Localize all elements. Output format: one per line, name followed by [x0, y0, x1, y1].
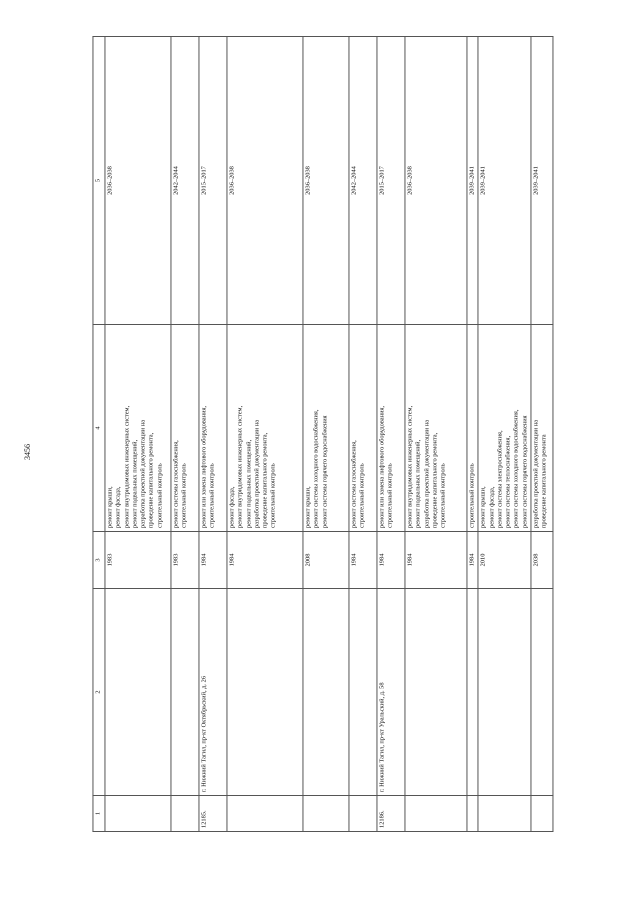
year-cell: 2038 — [531, 532, 553, 589]
column-header: 2 — [93, 589, 105, 796]
works-cell — [349, 325, 377, 532]
table-header-row — [93, 37, 105, 832]
column-header: 3 — [93, 532, 105, 589]
work-item: ремонт внутридомовых инженерных систем, — [236, 405, 244, 528]
period-cell: 2042–2044 — [349, 37, 377, 325]
year-cell: 1984 — [377, 532, 405, 589]
work-item: строительный контроль — [156, 463, 164, 528]
table-row — [171, 37, 199, 832]
works-cell — [199, 325, 227, 532]
period-cell: 2036–2038 — [405, 37, 467, 325]
work-item: проведение капитального ремонта, — [431, 432, 439, 528]
year-cell: 1984 — [467, 532, 478, 589]
work-item: разработка проектной документации на — [139, 419, 147, 528]
year-cell: 1984 — [405, 532, 467, 589]
row-number-cell — [105, 796, 171, 832]
work-item: ремонт системы газоснабжения, — [172, 440, 180, 528]
work-item: проведение капитального ремонта, — [147, 432, 155, 528]
row-number-cell — [405, 796, 467, 832]
table-row — [105, 37, 171, 832]
address-cell: г. Нижний Тагил, пр-кт Октябрьский, д. 26 — [199, 589, 227, 796]
year-cell: 1984 — [349, 532, 377, 589]
work-item: проведение капитального ремонта, — [261, 432, 269, 528]
period-cell: 2036–2038 — [303, 37, 349, 325]
work-item: ремонт системы холодного водоснабжения, — [512, 409, 520, 528]
work-item: ремонт системы горячего водоснабжения — [321, 415, 329, 528]
work-item: ремонт или замена лифтового оборудования, — [378, 405, 386, 528]
period-cell: 2036–2038 — [227, 37, 303, 325]
page-number: 3456 — [23, 444, 32, 460]
row-number-cell — [227, 796, 303, 832]
address-cell — [171, 589, 199, 796]
row-number-cell: 12185. — [199, 796, 227, 832]
work-item: разработка проектной документации на — [253, 419, 261, 528]
work-item: строительный контроль — [180, 463, 188, 528]
period-cell: 2039–2041 — [531, 37, 553, 325]
work-item: строительный контроль — [208, 463, 216, 528]
table-body — [105, 37, 553, 832]
row-number-cell — [531, 796, 553, 832]
works-cell — [105, 325, 171, 532]
work-item: строительный контроль — [468, 463, 476, 528]
work-item: ремонт системы электроснабжения, — [496, 430, 504, 528]
period-cell: 2015–2017 — [199, 37, 227, 325]
table-row — [303, 37, 349, 832]
work-item: ремонт подвальных помещений, — [131, 439, 139, 528]
work-item: разработка проектной документации на — [423, 419, 431, 528]
works-cell — [227, 325, 303, 532]
row-number-cell — [467, 796, 478, 832]
table-row — [227, 37, 303, 832]
work-item: ремонт внутридомовых инженерных систем, — [123, 405, 131, 528]
year-cell: 1984 — [227, 532, 303, 589]
year-cell: 1984 — [199, 532, 227, 589]
table-row — [405, 37, 467, 832]
period-cell: 2036–2038 — [105, 37, 171, 325]
period-cell: 2042–2044 — [171, 37, 199, 325]
year-cell: 1983 — [105, 532, 171, 589]
work-item: строительный контроль — [439, 463, 447, 528]
work-item: строительный контроль — [269, 463, 277, 528]
address-cell — [467, 589, 478, 796]
work-item: ремонт системы теплоснабжения, — [504, 435, 512, 528]
row-number-cell — [478, 796, 531, 832]
work-item: ремонт или замена лифтового оборудования, — [200, 405, 208, 528]
table-row — [467, 37, 478, 832]
table-row — [531, 37, 553, 832]
rotated-table-container — [92, 72, 553, 832]
work-item: ремонт крыши, — [304, 486, 312, 528]
work-item: ремонт крыши, — [479, 486, 487, 528]
works-cell — [467, 325, 478, 532]
year-cell: 2010 — [478, 532, 531, 589]
work-item: строительный контроль — [386, 463, 394, 528]
table-row — [377, 37, 405, 832]
year-cell: 2008 — [303, 532, 349, 589]
address-cell — [478, 589, 531, 796]
column-header: 1 — [93, 796, 105, 832]
work-item: ремонт подвальных помещений, — [414, 439, 422, 528]
work-item: ремонт системы холодного водоснабжения, — [312, 409, 320, 528]
work-item: ремонт фасада, — [228, 486, 236, 528]
works-cell — [377, 325, 405, 532]
work-item: ремонт подвальных помещений, — [245, 439, 253, 528]
period-cell: 2039–2041 — [478, 37, 531, 325]
address-cell — [303, 589, 349, 796]
period-cell: 2015–2017 — [377, 37, 405, 325]
row-number-cell — [303, 796, 349, 832]
works-cell — [478, 325, 531, 532]
work-item: проведение капитального ремонта — [540, 434, 548, 528]
row-number-cell: 12186. — [377, 796, 405, 832]
work-item: ремонт фасада, — [488, 486, 496, 528]
column-header: 4 — [93, 325, 105, 532]
works-cell — [531, 325, 553, 532]
works-cell — [405, 325, 467, 532]
period-cell: 2039–2041 — [467, 37, 478, 325]
address-cell — [227, 589, 303, 796]
table-row — [199, 37, 227, 832]
work-item: ремонт системы горячего водоснабжения — [521, 415, 529, 528]
address-cell — [531, 589, 553, 796]
works-cell — [171, 325, 199, 532]
repair-schedule-table — [92, 36, 553, 832]
row-number-cell — [171, 796, 199, 832]
address-cell — [405, 589, 467, 796]
address-cell: г. Нижний Тагил, пр-кт Уральский, д. 58 — [377, 589, 405, 796]
table-row — [478, 37, 531, 832]
row-number-cell — [349, 796, 377, 832]
works-cell — [303, 325, 349, 532]
work-item: ремонт крыши, — [106, 486, 114, 528]
work-item: разработка проектной документации на — [532, 419, 540, 528]
year-cell: 1983 — [171, 532, 199, 589]
work-item: ремонт внутридомовых инженерных систем, — [406, 405, 414, 528]
address-cell — [349, 589, 377, 796]
address-cell — [105, 589, 171, 796]
column-header: 5 — [93, 37, 105, 325]
table-row — [349, 37, 377, 832]
work-item: ремонт системы газоснабжения, — [350, 440, 358, 528]
work-item: ремонт фасада, — [114, 486, 122, 528]
work-item: строительный контроль — [358, 463, 366, 528]
